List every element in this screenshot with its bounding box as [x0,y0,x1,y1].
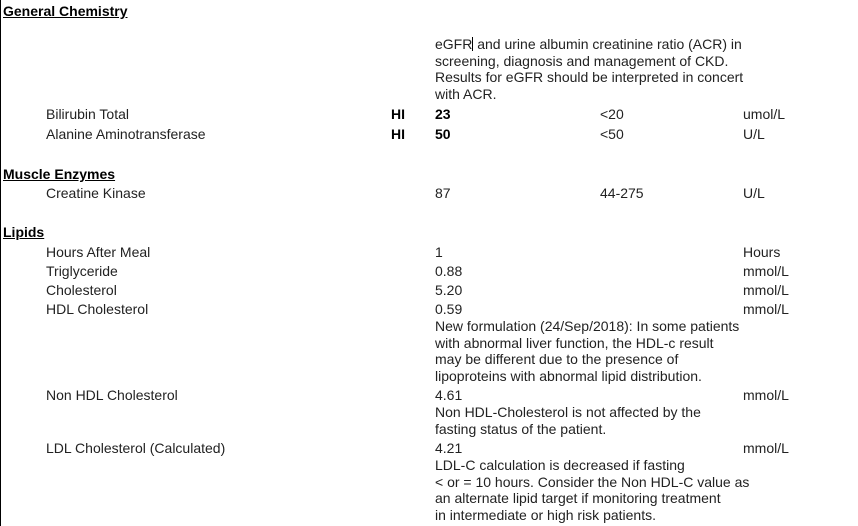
unit: mmol/L [743,301,789,317]
unit: Hours [743,244,781,260]
note-line: lipoproteins with abnormal lipid distribution. [435,367,702,384]
unit: U/L [743,126,765,142]
result-value: 4.21 [435,440,463,456]
note-line: may be different due to the presence of [435,351,679,368]
note-line: in intermediate or high risk patients. [435,506,656,523]
test-name-creatine-kinase: Creatine Kinase [46,185,146,201]
unit: U/L [743,185,765,201]
result-value: 5.20 [435,282,463,298]
ldl-note [435,457,795,523]
result-value: 0.88 [435,263,463,279]
unit: mmol/L [743,263,789,279]
note-line: Non HDL-Cholesterol is not affected by the [435,404,701,420]
result-value: 87 [435,185,451,201]
result-value: 4.61 [435,387,463,403]
section-title-muscle-enzymes: Muscle Enzymes [3,166,116,182]
non-hdl-note [435,404,795,437]
unit: mmol/L [743,282,789,298]
test-name-alt: Alanine Aminotransferase [46,126,206,142]
result-value: 1 [435,244,443,260]
test-name-hours-after-meal: Hours After Meal [46,244,151,260]
section-title-lipids: Lipids [3,224,45,240]
reference-range: <50 [600,126,624,142]
note-line: eGFR [435,36,473,52]
unit: mmol/L [743,387,789,403]
reference-range: 44-275 [600,185,644,201]
note-line: an alternate lipid target if monitoring treatment [435,490,721,507]
hi-flag: HI [391,126,405,142]
test-name-hdl-cholesterol: HDL Cholesterol [46,301,149,317]
text-cursor [472,37,473,51]
hdl-note [435,318,795,384]
result-value: 0.59 [435,301,463,317]
note-line: fasting status of the patient. [435,420,607,437]
note-line: with ACR. [435,85,497,102]
left-border-line [0,0,1,526]
note-line: with abnormal liver function, the HDL-c result [435,334,714,351]
test-name-cholesterol: Cholesterol [46,282,117,298]
egfr-note [435,36,795,102]
result-value: 23 [435,106,451,122]
test-name-bilirubin: Bilirubin Total [46,106,130,122]
reference-range: <20 [600,106,624,122]
note-line: < or = 10 hours. Consider the Non HDL-C value as [435,473,750,490]
note-line: LDL-C calculation is decreased if fasting [435,457,685,473]
unit: umol/L [743,106,786,122]
section-title-general-chemistry: General Chemistry [3,3,128,19]
test-name-non-hdl-cholesterol: Non HDL Cholesterol [46,387,178,403]
unit: mmol/L [743,440,789,456]
hi-flag: HI [391,106,405,122]
note-line: screening, diagnosis and management of CKD. [435,52,729,69]
note-line: New formulation (24/Sep/2018): In some patients [435,318,740,334]
result-value: 50 [435,126,451,142]
test-name-triglyceride: Triglyceride [46,263,118,279]
note-line: Results for eGFR should be interpreted in concert [435,69,744,86]
note-line: and urine albumin creatinine ratio (ACR) in [477,36,742,52]
test-name-ldl-cholesterol: LDL Cholesterol (Calculated) [46,440,226,456]
